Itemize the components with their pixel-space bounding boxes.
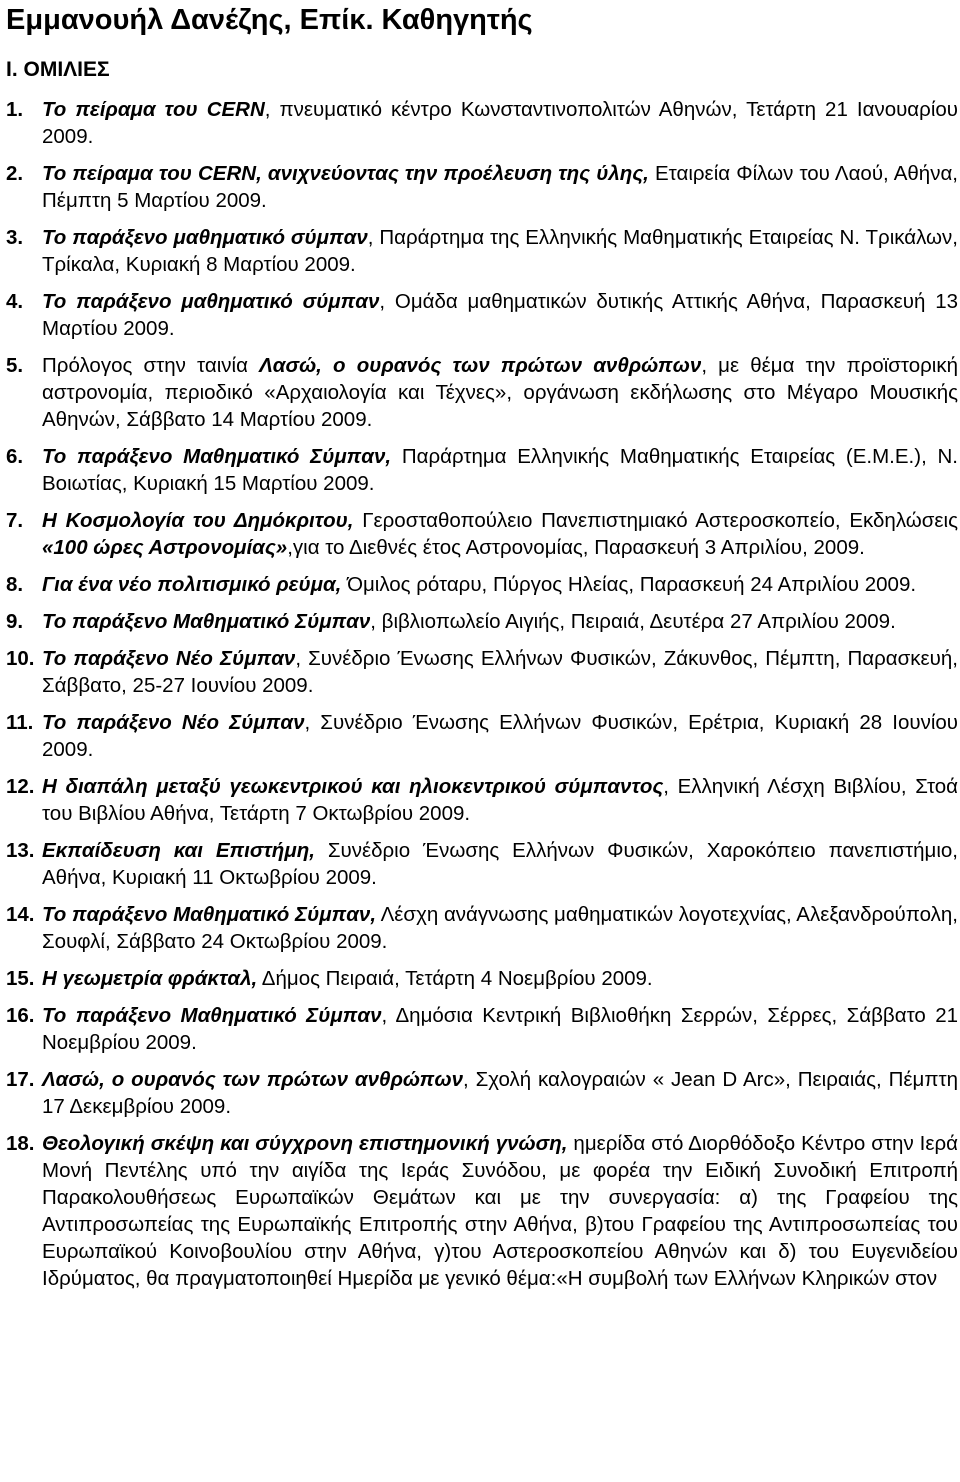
list-item — [6, 571, 958, 598]
talk-title: Η γεωμετρία φράκταλ, — [42, 967, 258, 990]
list-item — [6, 160, 958, 214]
list-item-number: 13. — [6, 839, 35, 862]
list-item — [6, 773, 958, 827]
talk-details: Δήμος Πειραιά, Τετάρτη 4 Νοεμβρίου 2009. — [257, 967, 653, 990]
list-item-number: 16. — [6, 1004, 35, 1027]
talk-details: , Σχολή καλογραιών « Jean D Arc», Πειραιάς, Πέμπτη 17 Δεκεμβρίου 2009. — [42, 1068, 958, 1118]
talk-details: , βιβλιοπωλείο Αιγιής, Πειραιά, Δευτέρα 27 Απριλίου 2009. — [370, 610, 896, 633]
talk-title: Το παράξενο Μαθηματικό Σύμπαν, — [42, 903, 377, 926]
talk-details: , Συνέδριο Ένωσης Ελλήνων Φυσικών, Ερέτρια, Κυριακή 28 Ιουνίου 2009. — [42, 711, 959, 761]
talk-details: Παράρτημα Ελληνικής Μαθηματικής Εταιρείας (Ε.Μ.Ε.), Ν. Βοιωτίας, Κυριακή 15 Μαρτίου 2009. — [42, 445, 958, 495]
list-item — [6, 709, 958, 763]
author-name: Εμμανουήλ Δανέζης, — [6, 4, 292, 36]
talk-details: Γεροσταθοπούλειο Πανεπιστημιακό Αστεροσκοπείο, Εκδηλώσεις — [353, 509, 958, 532]
talk-title: Η Κοσμολογία του Δημόκριτου, — [42, 509, 354, 532]
list-item-number: 4. — [6, 290, 24, 313]
list-item-number: 15. — [6, 967, 35, 990]
list-item — [6, 224, 958, 278]
talk-title: Θεολογική σκέψη και σύγχρονη επιστημονική γνώση, — [42, 1132, 568, 1155]
talk-details: , Δημόσια Κεντρική Βιβλιοθήκη Σερρών, Σέρρες, Σάββατο 21 Νοεμβρίου 2009. — [42, 1004, 958, 1054]
talk-title: Εκπαίδευση και Επιστήμη, — [42, 839, 315, 862]
talk-details: , πνευματικό κέντρο Κωνσταντινοπολιτών Αθηνών, Τετάρτη 21 Ιανουαρίου 2009. — [42, 98, 958, 148]
list-item-number: 8. — [6, 573, 24, 596]
list-item-number: 2. — [6, 162, 24, 185]
talk-details: Πρόλογος στην ταινία — [42, 354, 260, 377]
list-item — [6, 288, 958, 342]
list-item-number: 17. — [6, 1068, 35, 1091]
talk-title: Για ένα νέο πολιτισμικό ρεύμα, — [42, 573, 342, 596]
talk-title: Λασώ, ο ουρανός των πρώτων ανθρώπων — [42, 1068, 463, 1091]
talk-details: , Ομάδα μαθηματικών δυτικής Αττικής Αθήνα, Παρασκευή 13 Μαρτίου 2009. — [42, 290, 958, 340]
page-title — [6, 0, 958, 42]
list-item-number: 14. — [6, 903, 35, 926]
list-item-number: 18. — [6, 1132, 35, 1155]
list-item-number: 5. — [6, 354, 24, 377]
list-item — [6, 901, 958, 955]
list-item — [6, 608, 958, 635]
talk-title: Το πείραμα του CERN, ανιχνεύοντας την προέλευση της ύλης, — [42, 162, 649, 185]
talk-title: Το παράξενο Μαθηματικό Σύμπαν — [42, 1004, 382, 1027]
talk-title: Το παράξενο Νέο Σύμπαν — [42, 711, 305, 734]
talk-title: Το παράξενο Νέο Σύμπαν — [42, 647, 296, 670]
list-item-number: 1. — [6, 98, 24, 121]
list-item-number: 10. — [6, 647, 35, 670]
talk-title: Το πείραμα του CERN — [42, 98, 265, 121]
list-item — [6, 1130, 958, 1292]
list-item-number: 6. — [6, 445, 24, 468]
list-item-number: 11. — [6, 711, 34, 734]
list-item-number: 7. — [6, 509, 24, 532]
list-item — [6, 1002, 958, 1056]
list-item — [6, 507, 958, 561]
talks-list — [6, 96, 958, 1292]
talk-title: Λασώ, ο ουρανός των πρώτων ανθρώπων — [259, 354, 702, 377]
talk-title: Το παράξενο μαθηματικό σύμπαν — [42, 226, 368, 249]
talk-title: Η διαπάλη μεταξύ γεωκεντρικού και ηλιοκεντρικού σύμπαντος — [42, 775, 664, 798]
list-item — [6, 837, 958, 891]
talk-details: Όμιλος ρόταρυ, Πύργος Ηλείας, Παρασκευή 24 Απριλίου 2009. — [341, 573, 917, 596]
talk-details: , με θέμα την προϊστορική αστρονομία, περιοδικό «Αρχαιολογία και Τέχνες», οργάνωση εκδήλωσης στο Μέγαρο Μουσικής Αθηνών, Σάββατο 14 Μαρτίου 2009. — [42, 354, 958, 431]
talk-details: ημερίδα στό Διορθόδοξο Κέντρο στην Ιερά Μονή Πεντέλης υπό την αιγίδα της Ιεράς Συνόδου, με φορέα την Ειδική Συνοδική Επιτροπή Παρακολουθήσεως Ευρωπαϊκών Θεμάτων και με την συνεργασία: α) της Γραφείου της Αντιπροσωπείας της Ευρωπαϊκής Επιτροπής στην Αθήνα, β)του Γραφείου της Αντιπροσωπείας του Ευρωπαϊκού Κοινοβουλίου στην Αθήνα, γ)του Αστεροσκοπείου Αθηνών και δ) του Ευγενιδείου Ιδρύματος, θα πραγματοποιηθεί Ημερίδα με γενικό θέμα:«Η συμβολή των Ελλήνων Κληρικών στον — [42, 1132, 958, 1290]
talk-details: , Παράρτημα της Ελληνικής Μαθηματικής Εταιρείας Ν. Τρικάλων, Τρίκαλα, Κυριακή 8 Μαρτίου 2009. — [42, 226, 958, 276]
talk-details: Εταιρεία Φίλων του Λαού, Αθήνα, Πέμπτη 5 Μαρτίου 2009. — [42, 162, 958, 212]
list-item-number: 9. — [6, 610, 24, 633]
list-item — [6, 645, 958, 699]
list-item-number: 3. — [6, 226, 24, 249]
talk-details: ,για το Διεθνές έτος Αστρονομίας, Παρασκευή 3 Απριλίου, 2009. — [287, 536, 865, 559]
talk-details: Λέσχη ανάγνωσης μαθηματικών λογοτεχνίας, Αλεξανδρούπολη, Σουφλί, Σάββατο 24 Οκτωβρίου 2009. — [42, 903, 958, 953]
list-item — [6, 965, 958, 992]
talk-details: Συνέδριο Ένωσης Ελλήνων Φυσικών, Χαροκόπειο πανεπιστήμιο, Αθήνα, Κυριακή 11 Οκτωβρίου 2009. — [42, 839, 959, 889]
section-heading: Ι. ΟΜΙΛΙΕΣ — [6, 58, 110, 81]
list-item — [6, 352, 958, 433]
talk-title: Το παράξενο μαθηματικό σύμπαν — [42, 290, 380, 313]
list-item — [6, 1066, 958, 1120]
list-item — [6, 96, 958, 150]
author-rank: Επίκ. Καθηγητής — [291, 4, 533, 36]
talk-title: «100 ώρες Αστρονομίας» — [42, 536, 288, 559]
talk-title: Το παράξενο Μαθηματικό Σύμπαν — [42, 610, 371, 633]
talk-title: Το παράξενο Μαθηματικό Σύμπαν, — [42, 445, 392, 468]
talk-details: , Ελληνική Λέσχη Βιβλίου, Στοά του Βιβλίου Αθήνα, Τετάρτη 7 Οκτωβρίου 2009. — [42, 775, 958, 825]
talk-details: , Συνέδριο Ένωσης Ελλήνων Φυσικών, Ζάκυνθος, Πέμπτη, Παρασκευή, Σάββατο, 25-27 Ιουνίου 2009. — [42, 647, 958, 697]
list-item — [6, 443, 958, 497]
list-item-number: 12. — [6, 775, 35, 798]
